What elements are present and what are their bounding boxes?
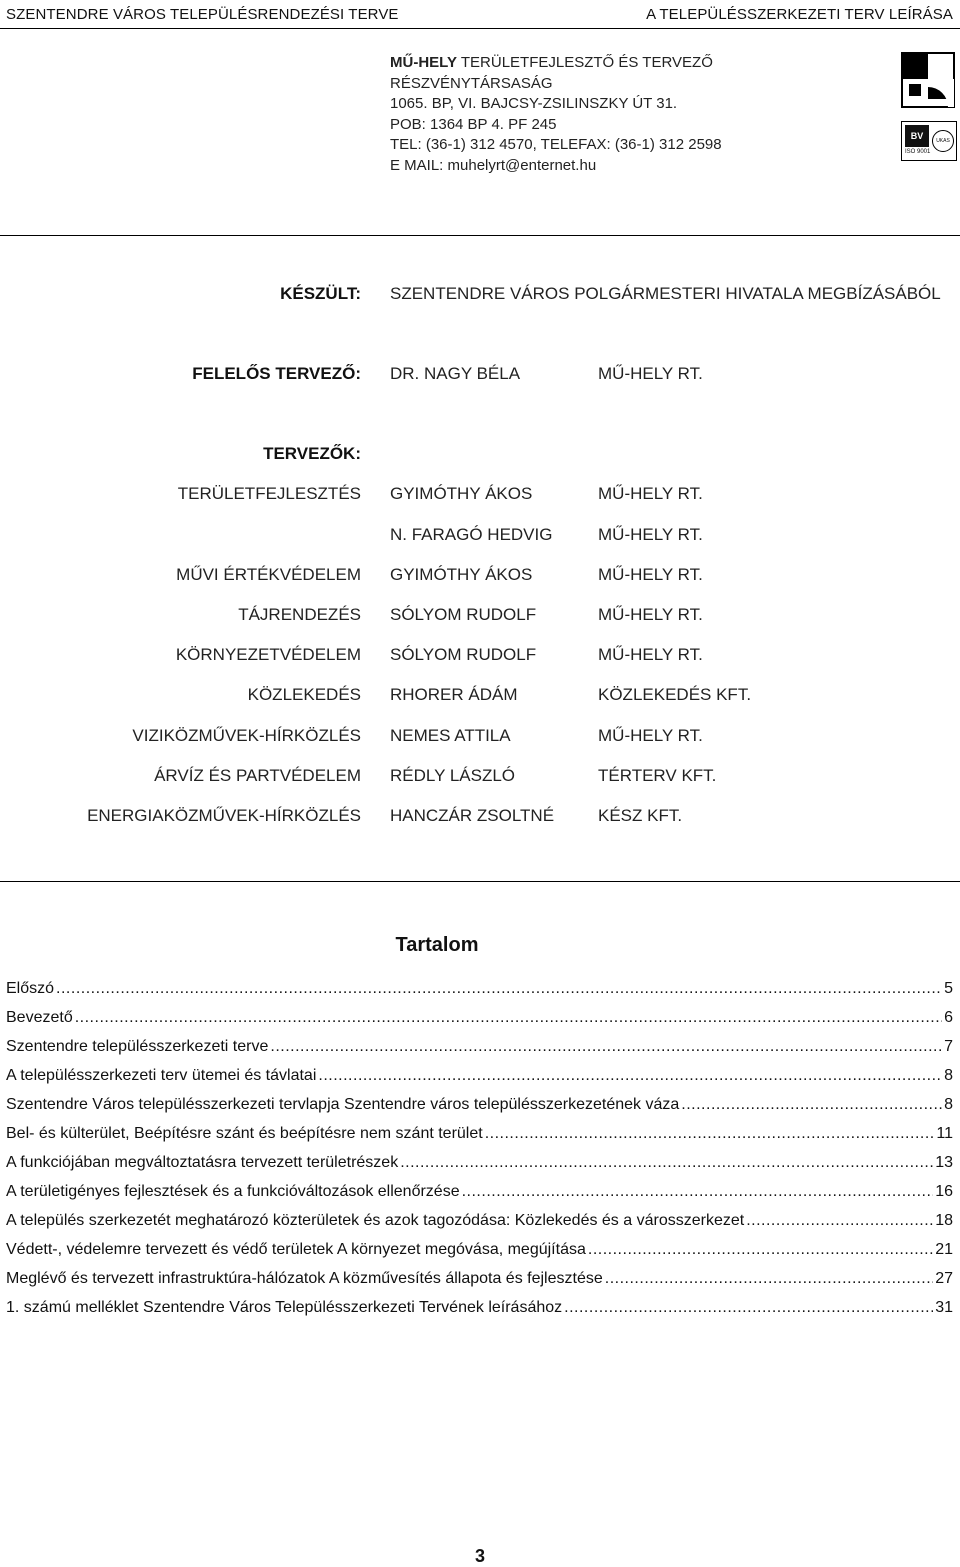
section-divider-bottom xyxy=(0,881,960,882)
toc-item-page: 5 xyxy=(944,980,953,997)
designer-field: VIZIKÖZMŰVEK-HÍRKÖZLÉS xyxy=(132,726,361,745)
toc-item-page: 16 xyxy=(935,1183,953,1200)
toc-leader xyxy=(588,1241,933,1259)
toc-leader xyxy=(56,980,942,998)
toc-item-title: Bevezető xyxy=(6,1009,73,1026)
toc-leader xyxy=(318,1067,942,1085)
toc-item-page: 6 xyxy=(944,1009,953,1026)
toc-item-title: Szentendre településszerkezeti terve xyxy=(6,1038,269,1055)
designers-label: TERVEZŐK: xyxy=(263,444,361,463)
toc-item-title: Előszó xyxy=(6,980,55,997)
designer-firm: MŰ-HELY RT. xyxy=(598,726,703,745)
table-of-contents xyxy=(6,980,953,1328)
responsible-name: DR. NAGY BÉLA xyxy=(390,364,521,383)
designer-field: ENERGIAKÖZMŰVEK-HÍRKÖZLÉS xyxy=(87,806,361,825)
toc-leader xyxy=(462,1183,934,1201)
toc-item-page: 18 xyxy=(935,1212,953,1229)
toc-leader xyxy=(400,1154,933,1172)
toc-leader xyxy=(681,1096,942,1114)
made-for-value: SZENTENDRE VÁROS POLGÁRMESTERI HIVATALA MEGBÍZÁSÁBÓL xyxy=(390,284,941,303)
designer-firm: MŰ-HELY RT. xyxy=(598,484,703,503)
toc-item-page: 11 xyxy=(936,1125,953,1142)
toc-item[interactable] xyxy=(6,1270,953,1299)
toc-item[interactable] xyxy=(6,980,953,1009)
toc-leader xyxy=(270,1038,942,1056)
designer-field: ÁRVÍZ ÉS PARTVÉDELEM xyxy=(154,766,361,785)
iso-text: ISO 9001 xyxy=(905,149,931,155)
toc-item[interactable] xyxy=(6,1183,953,1212)
toc-item[interactable] xyxy=(6,1125,953,1154)
designer-field: KÖZLEKEDÉS xyxy=(247,685,361,704)
toc-item-title: Védett-, védelemre tervezett és védő területek A környezet megóvása, megújítása xyxy=(6,1241,586,1258)
toc-title: Tartalom xyxy=(395,934,479,956)
made-for-label: KÉSZÜLT: xyxy=(280,284,361,303)
designer-field: TERÜLETFEJLESZTÉS xyxy=(177,484,361,503)
toc-item-title: Szentendre Város településszerkezeti tervlapja Szentendre város településszerkezetének váza xyxy=(6,1096,680,1113)
designer-name: GYIMÓTHY ÁKOS xyxy=(390,565,533,584)
designer-name: NEMES ATTILA xyxy=(390,726,511,745)
toc-item-title: 1. számú melléklet Szentendre Város Településszerkezeti Tervének leírásához xyxy=(6,1299,563,1316)
company-address1: 1065. BP, VI. BAJCSY-ZSILINSZKY ÚT 31. xyxy=(390,95,678,112)
toc-item-page: 7 xyxy=(944,1038,953,1055)
responsible-label: FELELŐS TERVEZŐ: xyxy=(192,364,361,383)
responsible-firm: MŰ-HELY RT. xyxy=(598,364,703,383)
toc-item-title: A területigényes fejlesztések és a funkcióváltozások ellenőrzése xyxy=(6,1183,460,1200)
toc-leader xyxy=(746,1212,933,1230)
designer-name: N. FARAGÓ HEDVIG xyxy=(390,525,553,544)
designer-name: HANCZÁR ZSOLTNÉ xyxy=(390,806,555,825)
toc-leader xyxy=(564,1299,933,1317)
toc-item-page: 21 xyxy=(935,1241,953,1258)
toc-leader xyxy=(75,1009,942,1027)
toc-item-title: Meglévő és tervezett infrastruktúra-hálózatok A közművesítés állapota és fejlesztése xyxy=(6,1270,603,1287)
company-email: E MAIL: muhelyrt@enternet.hu xyxy=(390,156,597,174)
toc-item-page: 8 xyxy=(944,1067,953,1084)
designer-name: RÉDLY LÁSZLÓ xyxy=(390,766,516,785)
toc-item-page: 13 xyxy=(935,1154,953,1171)
designer-field: MŰVI ÉRTÉKVÉDELEM xyxy=(176,565,361,584)
designer-firm: MŰ-HELY RT. xyxy=(598,525,703,544)
ukas-mark-icon: UKAS xyxy=(932,130,954,152)
toc-item[interactable] xyxy=(6,1067,953,1096)
header-divider xyxy=(0,28,960,29)
company-name-rest: TERÜLETFEJLESZTŐ ÉS TERVEZŐ xyxy=(460,54,713,71)
company-address2: POB: 1364 BP 4. PF 245 xyxy=(390,115,557,133)
toc-item-page: 8 xyxy=(944,1096,953,1113)
toc-item-title: A településszerkezeti terv ütemei és távlatai xyxy=(6,1067,317,1084)
designer-name: SÓLYOM RUDOLF xyxy=(390,605,537,624)
toc-item[interactable] xyxy=(6,1212,953,1241)
designer-name: RHORER ÁDÁM xyxy=(390,685,518,704)
designer-field: KÖRNYEZETVÉDELEM xyxy=(175,645,361,664)
toc-item[interactable] xyxy=(6,1096,953,1125)
designer-name: SÓLYOM RUDOLF xyxy=(390,645,537,664)
page-number: 3 xyxy=(474,1546,485,1566)
toc-item-title: A település szerkezetét meghatározó közterületek és azok tagozódása: Közlekedés és a városszerkezet xyxy=(6,1212,745,1229)
toc-item[interactable] xyxy=(6,1154,953,1183)
toc-item[interactable] xyxy=(6,1299,953,1328)
company-name-line xyxy=(390,53,722,74)
company-logo-icon xyxy=(901,52,955,108)
toc-leader xyxy=(485,1125,935,1143)
designer-firm: MŰ-HELY RT. xyxy=(598,605,703,624)
company-line2: RÉSZVÉNYTÁRSASÁG xyxy=(390,74,553,92)
company-name-bold: MŰ-HELY xyxy=(390,54,457,71)
designer-name: GYIMÓTHY ÁKOS xyxy=(390,484,533,503)
company-phone: TEL: (36-1) 312 4570, TELEFAX: (36-1) 312 2598 xyxy=(390,136,722,153)
toc-item[interactable] xyxy=(6,1009,953,1038)
designer-firm: MŰ-HELY RT. xyxy=(598,645,703,664)
header-left: SZENTENDRE VÁROS TELEPÜLÉSRENDEZÉSI TERVE xyxy=(6,6,399,23)
designer-firm: MŰ-HELY RT. xyxy=(598,565,703,584)
company-block xyxy=(390,53,722,176)
certification-logo xyxy=(901,121,957,161)
toc-item-page: 31 xyxy=(935,1299,953,1316)
toc-item[interactable] xyxy=(6,1241,953,1270)
bvqi-mark-icon: BV xyxy=(905,125,929,147)
designer-firm: TÉRTERV KFT. xyxy=(598,766,717,785)
toc-leader xyxy=(605,1270,933,1288)
toc-item-page: 27 xyxy=(935,1270,953,1287)
designer-firm: KÉSZ KFT. xyxy=(598,806,683,825)
designer-firm: KÖZLEKEDÉS KFT. xyxy=(598,685,752,704)
toc-item[interactable] xyxy=(6,1038,953,1067)
designer-field: TÁJRENDEZÉS xyxy=(238,605,361,624)
toc-item-title: Bel- és külterület, Beépítésre szánt és beépítésre nem szánt terület xyxy=(6,1125,483,1142)
header-right: A TELEPÜLÉSSZERKEZETI TERV LEÍRÁSA xyxy=(646,6,953,23)
section-divider-top xyxy=(0,235,960,236)
toc-item-title: A funkciójában megváltoztatásra tervezett területrészek xyxy=(6,1154,399,1171)
